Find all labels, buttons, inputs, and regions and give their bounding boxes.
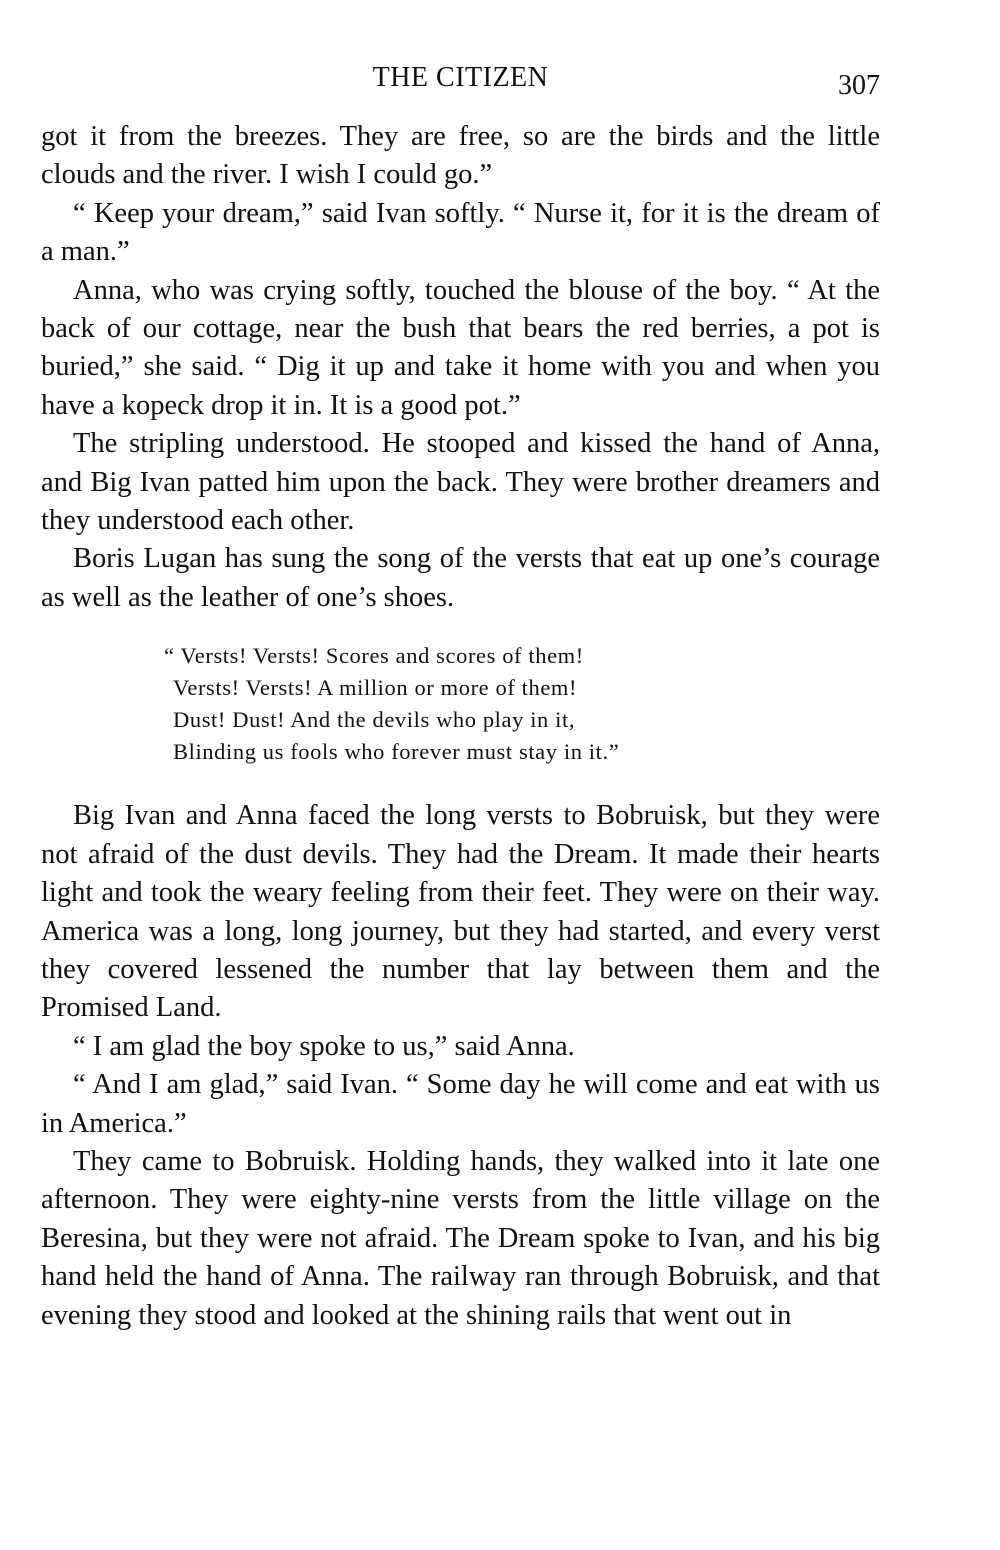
body-text	[41, 118, 880, 1335]
paragraph: The stripling understood. He stooped and kissed the hand of Anna, and Big Ivan patted him upon the back. They were brother dreamers and they understood each other.	[41, 428, 880, 537]
verse-line: “ Versts! Versts! Scores and scores of them!	[164, 643, 584, 669]
paragraph: “ And I am glad,” said Ivan. “ Some day he will come and eat with us in America.”	[41, 1069, 880, 1139]
running-title: THE CITIZEN	[372, 62, 549, 93]
page-header	[41, 62, 880, 102]
paragraph: got it from the breezes. They are free, so are the birds and the little clouds and the river. I wish I could go.”	[41, 121, 880, 191]
paragraph: They came to Bobruisk. Holding hands, they walked into it late one afternoon. They were eighty-nine versts from the little village on the Beresina, but they were not afraid. The Dream spoke to Ivan, and his big hand held the hand of Anna. The railway ran through Bobruisk, and that evening they stood and looked at the shining rails that went out in	[41, 1145, 880, 1331]
verse-line: Blinding us fools who forever must stay in it.”	[173, 739, 620, 765]
paragraph: “ Keep your dream,” said Ivan softly. “ Nurse it, for it is the dream of a man.”	[41, 197, 880, 268]
page-number: 307	[838, 70, 880, 101]
verse-line: Dust! Dust! And the devils who play in it,	[173, 707, 576, 733]
paragraph: Boris Lugan has sung the song of the versts that eat up one’s courage as well as the leather of one’s shoes.	[41, 543, 880, 613]
paragraph: Anna, who was crying softly, touched the blouse of the boy. “ At the back of our cottage, near the bush that bears the red berries, a pot is buried,” she said. “ Dig it up and take it home with you and when you have a kopeck drop it in. It is a good pot.”	[41, 274, 880, 421]
verse-block	[164, 640, 880, 768]
paragraph: “ I am glad the boy spoke to us,” said Anna.	[73, 1030, 575, 1062]
paragraph: Big Ivan and Anna faced the long versts to Bobruisk, but they were not afraid of the dust devils. They had the Dream. It made their hearts light and took the weary feeling from their feet. They were on their way. America was a long, long journey, but they had started, and every verst they covered lessened the number that lay between them and the Promised Land.	[41, 800, 880, 1024]
verse-line: Versts! Versts! A million or more of them!	[173, 675, 578, 701]
